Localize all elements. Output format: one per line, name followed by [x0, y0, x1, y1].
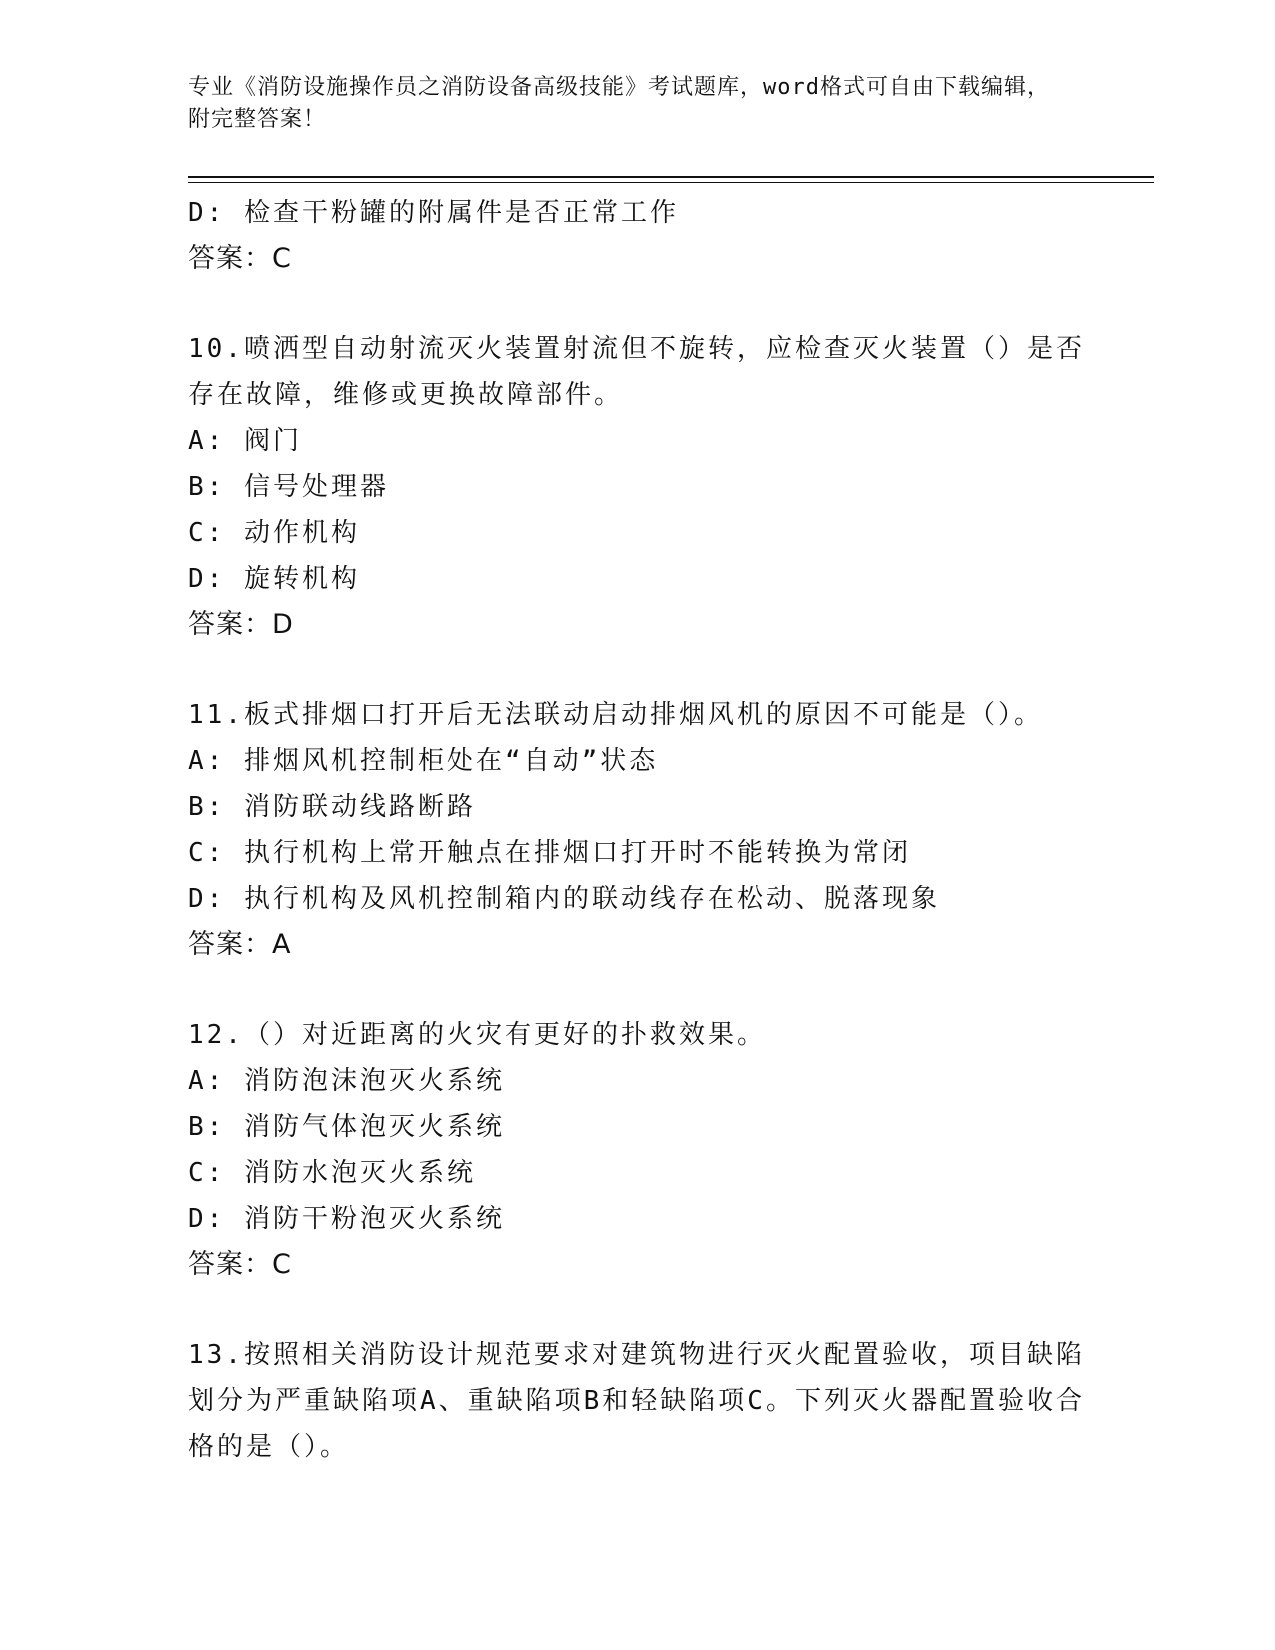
question-block-13 [188, 1332, 1088, 1470]
option-a: A: 阀门 [188, 426, 302, 456]
option-b: B: 消防气体泡灭火系统 [188, 1112, 505, 1142]
document-body [188, 190, 1088, 1470]
question-stem-13: 13.按照相关消防设计规范要求对建筑物进行灭火配置验收，项目缺陷划分为严重缺陷项A、重缺陷项B和轻缺陷项C。下列灭火器配置验收合格的是（）。 [188, 1340, 1085, 1462]
option-d: D: 旋转机构 [188, 564, 360, 594]
option-c: C: 动作机构 [188, 518, 360, 548]
page-header: 专业《消防设施操作员之消防设备高级技能》考试题库，word格式可自由下载编辑，附完整答案！ [188, 75, 1050, 132]
option-d-carryover: D: 检查干粉罐的附属件是否正常工作 [188, 198, 679, 228]
question-stem-12: 12.（）对近距离的火灾有更好的扑救效果。 [188, 1020, 766, 1050]
option-d: D: 执行机构及风机控制箱内的联动线存在松动、脱落现象 [188, 884, 940, 914]
question-block-11 [188, 692, 1088, 968]
header-rule-thin [188, 182, 1154, 183]
question-block-12 [188, 1012, 1088, 1288]
header-rule-thick [188, 176, 1154, 178]
option-c: C: 执行机构上常开触点在排烟口打开时不能转换为常闭 [188, 838, 911, 868]
question-stem-11: 11.板式排烟口打开后无法联动启动排烟风机的原因不可能是（）。 [188, 700, 1043, 730]
question-stem-10: 10.喷洒型自动射流灭火装置射流但不旋转，应检查灭火装置（）是否存在故障，维修或更换故障部件。 [188, 334, 1085, 410]
option-b: B: 消防联动线路断路 [188, 792, 476, 822]
option-a: A: 消防泡沫泡灭火系统 [188, 1066, 505, 1096]
answer-11: 答案：A [188, 929, 292, 960]
answer-10: 答案：D [188, 609, 294, 640]
option-d: D: 消防干粉泡灭火系统 [188, 1204, 505, 1234]
answer-12: 答案：C [188, 1249, 292, 1280]
question-block-10 [188, 326, 1088, 648]
answer-carryover: 答案：C [188, 243, 292, 274]
option-c: C: 消防水泡灭火系统 [188, 1158, 476, 1188]
option-b: B: 信号处理器 [188, 472, 389, 502]
option-a: A: 排烟风机控制柜处在“自动”状态 [188, 746, 659, 776]
